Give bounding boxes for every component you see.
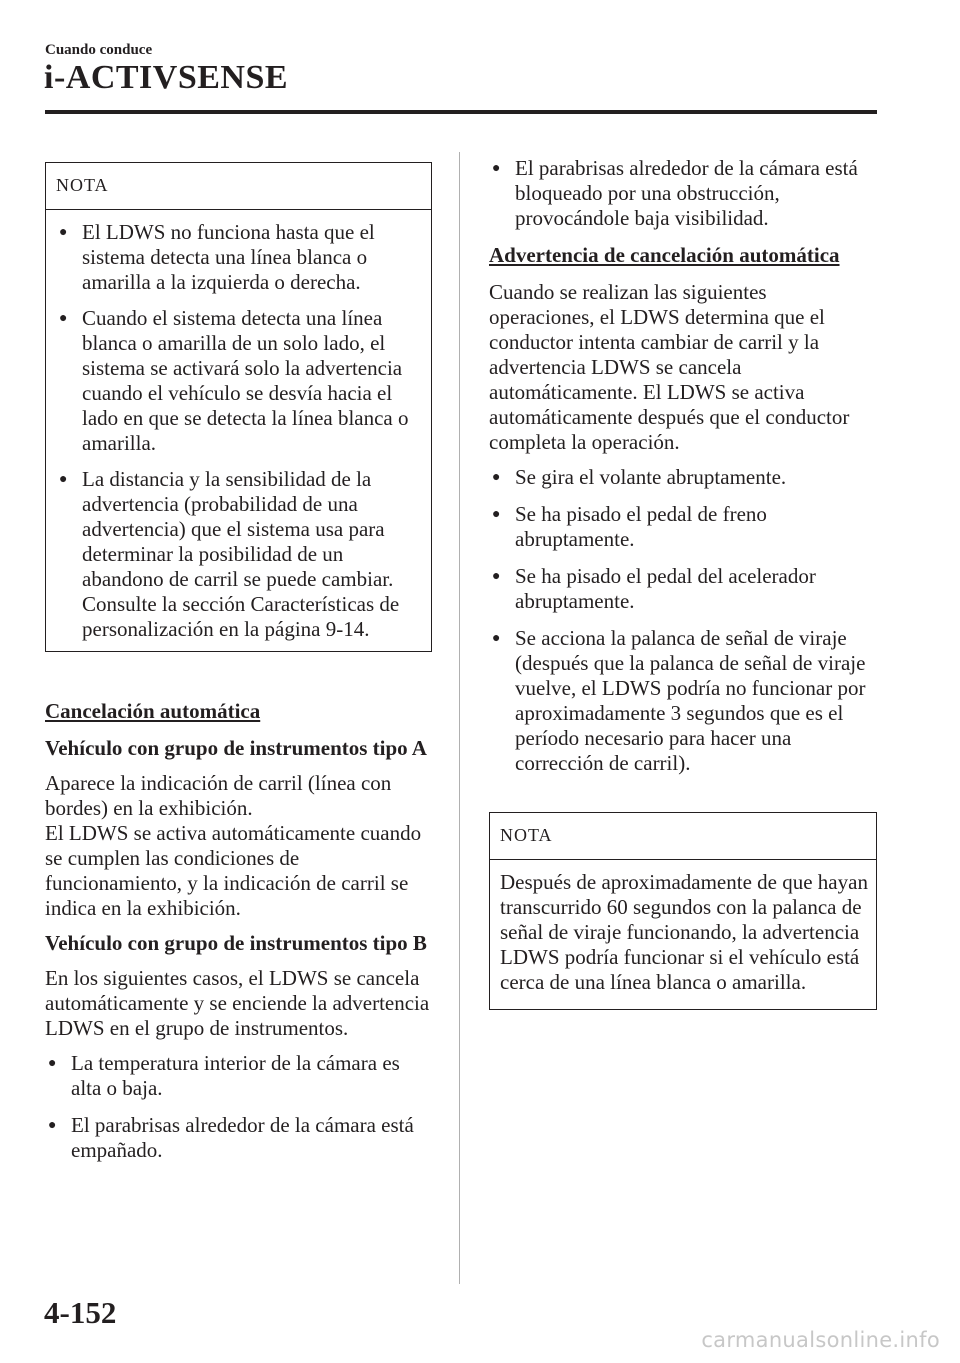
type-b-list <box>45 1051 432 1163</box>
subheading-auto-cancel: Cancelación automática <box>45 699 261 723</box>
list-item-text: El parabrisas alrededor de la cámara está empañado. <box>71 1113 414 1162</box>
note-heading: NOTA <box>46 163 431 210</box>
page-title: i-ACTIVSENSE <box>44 59 289 96</box>
note-heading: NOTA <box>490 813 876 860</box>
note-list <box>56 220 423 642</box>
watermark: carmanualsonline.info <box>701 1328 940 1352</box>
list-item-text: Se ha pisado el pedal del acelerador abruptamente. <box>515 564 816 613</box>
list-item <box>489 626 877 776</box>
note-item-text: El LDWS no funciona hasta que el sistema detecta una línea blanca o amarilla a la izquierda o derecha. <box>82 220 375 294</box>
bullet-icon: ● <box>492 470 501 485</box>
note-box <box>45 162 432 652</box>
note-item <box>56 306 423 456</box>
warning-cancel-para: Cuando se realizan las siguientes operaciones, el LDWS determina que el conductor intenta cambiar de carril y la advertencia LDWS se cancela automáticamente. El LDWS se activa automáticamente después que el conductor completa la operación. <box>489 280 850 454</box>
operations-list <box>489 465 877 776</box>
list-item <box>45 1113 432 1163</box>
column-divider <box>459 152 460 1284</box>
bullet-icon: ● <box>492 161 501 176</box>
bullet-icon: ● <box>492 631 501 646</box>
carry-list <box>489 156 877 231</box>
list-item-text: El parabrisas alrededor de la cámara está bloqueado por una obstrucción, provocándole baja visibilidad. <box>515 156 858 230</box>
bullet-icon: ● <box>48 1056 57 1071</box>
note-item-text: Cuando el sistema detecta una línea blanca o amarilla de un solo lado, el sistema se activará solo la advertencia cuando el vehículo se desvía hacia el lado en que se detecta la línea blanca o amarilla. <box>82 306 409 455</box>
type-b-para: En los siguientes casos, el LDWS se cancela automáticamente y se enciende la advertencia LDWS en el grupo de instrumentos. <box>45 966 430 1040</box>
note-body <box>490 860 876 1009</box>
title-divider <box>45 110 877 114</box>
list-item-text: Se ha pisado el pedal de freno abruptamente. <box>515 502 767 551</box>
note-item-text: La distancia y la sensibilidad de la advertencia (probabilidad de una advertencia) que el sistema usa para determinar la posibilidad de un abandono de carril se puede cambiar. Consulte la sección Características de personalización en la página 9-14. <box>82 467 400 641</box>
bullet-icon: ● <box>492 507 501 522</box>
list-item <box>45 1051 432 1101</box>
left-column <box>45 162 432 1175</box>
list-item-text: La temperatura interior de la cámara es alta o baja. <box>71 1051 400 1100</box>
type-a-heading: Vehículo con grupo de instrumentos tipo A <box>45 736 427 760</box>
list-item <box>489 156 877 231</box>
note-body <box>46 210 431 651</box>
list-item <box>489 502 877 552</box>
note-box-right <box>489 812 877 1010</box>
bullet-icon: ● <box>59 225 68 240</box>
bullet-icon: ● <box>48 1118 57 1133</box>
note-item <box>56 220 423 295</box>
type-a-para-1: Aparece la indicación de carril (línea con bordes) en la exhibición. <box>45 771 392 820</box>
list-item <box>489 564 877 614</box>
subheading-warning-cancel: Advertencia de cancelación automática <box>489 243 840 267</box>
type-a-para-2: El LDWS se activa automáticamente cuando se cumplen las condiciones de funcionamiento, y la indicación de carril se indica en la exhibición. <box>45 821 422 920</box>
right-column <box>489 156 877 1010</box>
bullet-icon: ● <box>59 311 68 326</box>
note-text: Después de aproximadamente de que hayan transcurrido 60 segundos con la palanca de señal de viraje funcionando, la advertencia LDWS podría funcionar si el vehículo está cerca de una línea blanca o amarilla. <box>500 870 868 994</box>
bullet-icon: ● <box>59 472 68 487</box>
list-item <box>489 465 877 490</box>
section-label: Cuando conduce <box>45 42 153 58</box>
type-b-heading: Vehículo con grupo de instrumentos tipo B <box>45 931 427 955</box>
bullet-icon: ● <box>492 569 501 584</box>
list-item-text: Se acciona la palanca de señal de viraje (después que la palanca de señal de viraje vuelve, el LDWS podría no funcionar por aproximadamente 3 segundos que es el período necesario para hacer una corrección de carril). <box>515 626 866 775</box>
list-item-text: Se gira el volante abruptamente. <box>515 465 787 489</box>
page-number: 4-152 <box>44 1295 117 1330</box>
note-item <box>56 467 423 642</box>
